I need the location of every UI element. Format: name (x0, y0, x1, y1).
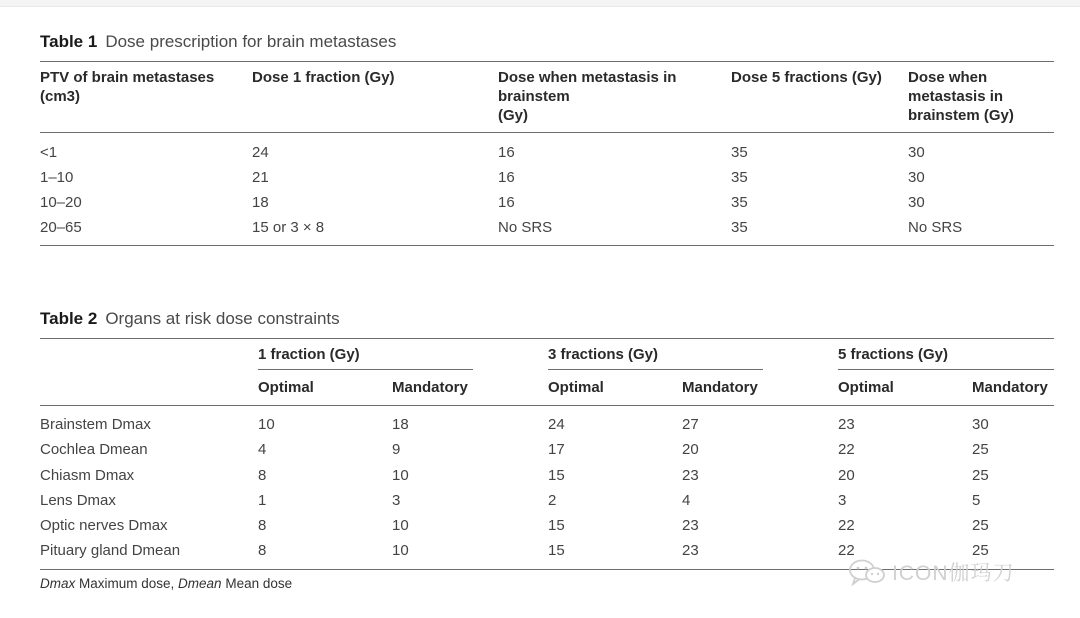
table2-cell: 15 (548, 542, 565, 559)
table2-cell: 8 (258, 542, 267, 559)
table2-subheader-optimal: Optimal (258, 379, 314, 396)
table2-cell: Brainstem Dmax (40, 416, 151, 433)
table2-group-5fractions: 5 fractions (Gy) (838, 346, 949, 363)
header-line: (cm3) (40, 88, 81, 105)
footnote-def-dmean: Mean dose (221, 576, 293, 591)
header-line: metastasis in (908, 88, 1004, 105)
header-line: Dose when (908, 69, 988, 86)
table1-header-ptv (40, 68, 214, 106)
table1-header-dose5 (731, 68, 882, 87)
table1-cell: 21 (252, 169, 269, 186)
table2-cell: 3 (838, 492, 847, 509)
table2-cell: 9 (392, 441, 401, 458)
table2-cell: 27 (682, 416, 699, 433)
table2-cell: 17 (548, 441, 565, 458)
table2-cell: 23 (682, 542, 699, 559)
header-line: (Gy) (498, 107, 528, 124)
footnote-abbr-dmax: Dmax (40, 576, 76, 591)
wechat-icon (848, 558, 886, 586)
footnote-abbr-dmean: Dmean (178, 576, 222, 591)
table2-cell: 10 (392, 542, 409, 559)
table2-subheader-mandatory: Mandatory (682, 379, 758, 396)
table1-cell: 16 (498, 194, 515, 211)
table2-subheader-mandatory: Mandatory (972, 379, 1048, 396)
table2-cell: 8 (258, 517, 267, 534)
header-line: brainstem (498, 88, 570, 105)
table2-cell: 5 (972, 492, 981, 509)
table2-cell: 18 (392, 416, 409, 433)
table2-cell: 4 (258, 441, 267, 458)
table1-header-brainstem1 (498, 68, 676, 125)
table1-cell: <1 (40, 144, 58, 161)
table1-cell: 16 (498, 169, 515, 186)
table1-cell: No SRS (498, 219, 553, 236)
table1-cell: 1–10 (40, 169, 74, 186)
table2-cell: 23 (838, 416, 855, 433)
table2-cell: 20 (682, 441, 699, 458)
table2-cell: 10 (258, 416, 275, 433)
table1-top-rule (40, 61, 1054, 62)
table1-cell: 30 (908, 144, 925, 161)
table2-cell: 22 (838, 441, 855, 458)
table2-cell: 8 (258, 467, 267, 484)
top-strip (0, 0, 1080, 7)
table2-cell: 10 (392, 467, 409, 484)
table1-header-rule (40, 132, 1054, 133)
table2-cell: 30 (972, 416, 989, 433)
table1-cell: No SRS (908, 219, 963, 236)
table2-cell: 15 (548, 467, 565, 484)
table2-caption-text: Organs at risk dose constraints (105, 309, 340, 328)
table2-cell: Pituary gland Dmean (40, 542, 181, 559)
table1-header-brainstem5 (908, 68, 1014, 125)
table2-caption (40, 309, 340, 329)
table2-cell: 24 (548, 416, 565, 433)
table2-cell: 22 (838, 517, 855, 534)
table2-cell: 25 (972, 542, 989, 559)
table2-cell: 4 (682, 492, 691, 509)
table2-footnote (40, 576, 292, 591)
table1-cell: 24 (252, 144, 269, 161)
table1-cell: 35 (731, 219, 748, 236)
table2-caption-label: Table 2 (40, 309, 98, 328)
table1-cell: 10–20 (40, 194, 82, 211)
table1-cell: 35 (731, 169, 748, 186)
header-line: Dose 1 fraction (Gy) (252, 69, 395, 86)
header-line: Dose when metastasis in (498, 69, 677, 86)
watermark-text: ICON伽玛刀 (892, 562, 1015, 585)
table2-cell: 23 (682, 517, 699, 534)
table1-cell: 15 or 3 × 8 (252, 219, 325, 236)
table2-group-rule-5 (838, 369, 1054, 370)
table1-cell: 30 (908, 194, 925, 211)
table2-cell: 10 (392, 517, 409, 534)
table2-cell: 25 (972, 467, 989, 484)
table2-cell: 1 (258, 492, 267, 509)
table2-group-1fraction: 1 fraction (Gy) (258, 346, 360, 363)
header-line: brainstem (Gy) (908, 107, 1014, 124)
table2-cell: Lens Dmax (40, 492, 116, 509)
table1-cell: 30 (908, 169, 925, 186)
table2-subheader-optimal: Optimal (838, 379, 894, 396)
table2-cell: 20 (838, 467, 855, 484)
table2-cell: Chiasm Dmax (40, 467, 135, 484)
table2-cell: 3 (392, 492, 401, 509)
table2-cell: 25 (972, 441, 989, 458)
table1-header-dose1 (252, 68, 395, 87)
table1-caption-label: Table 1 (40, 32, 98, 51)
table2-group-rule-1 (258, 369, 473, 370)
table2-group-rule-3 (548, 369, 763, 370)
table1-cell: 35 (731, 194, 748, 211)
table2-header-rule (40, 405, 1054, 406)
table1-caption (40, 32, 396, 52)
table1-cell: 35 (731, 144, 748, 161)
table2-cell: Optic nerves Dmax (40, 517, 168, 534)
table1-cell: 16 (498, 144, 515, 161)
footnote-def-dmax: Maximum dose, (75, 576, 179, 591)
table2-cell: 23 (682, 467, 699, 484)
table2-subheader-optimal: Optimal (548, 379, 604, 396)
table2-cell: 15 (548, 517, 565, 534)
header-line: Dose 5 fractions (Gy) (731, 69, 882, 86)
table2-cell: Cochlea Dmean (40, 441, 148, 458)
table1-cell: 18 (252, 194, 269, 211)
table2-group-3fractions: 3 fractions (Gy) (548, 346, 659, 363)
table2-cell: 2 (548, 492, 557, 509)
table2-subheader-mandatory: Mandatory (392, 379, 468, 396)
table2-cell: 22 (838, 542, 855, 559)
header-line: PTV of brain metastases (40, 69, 215, 86)
table1-caption-text: Dose prescription for brain metastases (105, 32, 397, 51)
table1-cell: 20–65 (40, 219, 82, 236)
table2-cell: 25 (972, 517, 989, 534)
table1-bottom-rule (40, 245, 1054, 246)
table2-top-rule (40, 338, 1054, 339)
watermark (848, 557, 1015, 587)
